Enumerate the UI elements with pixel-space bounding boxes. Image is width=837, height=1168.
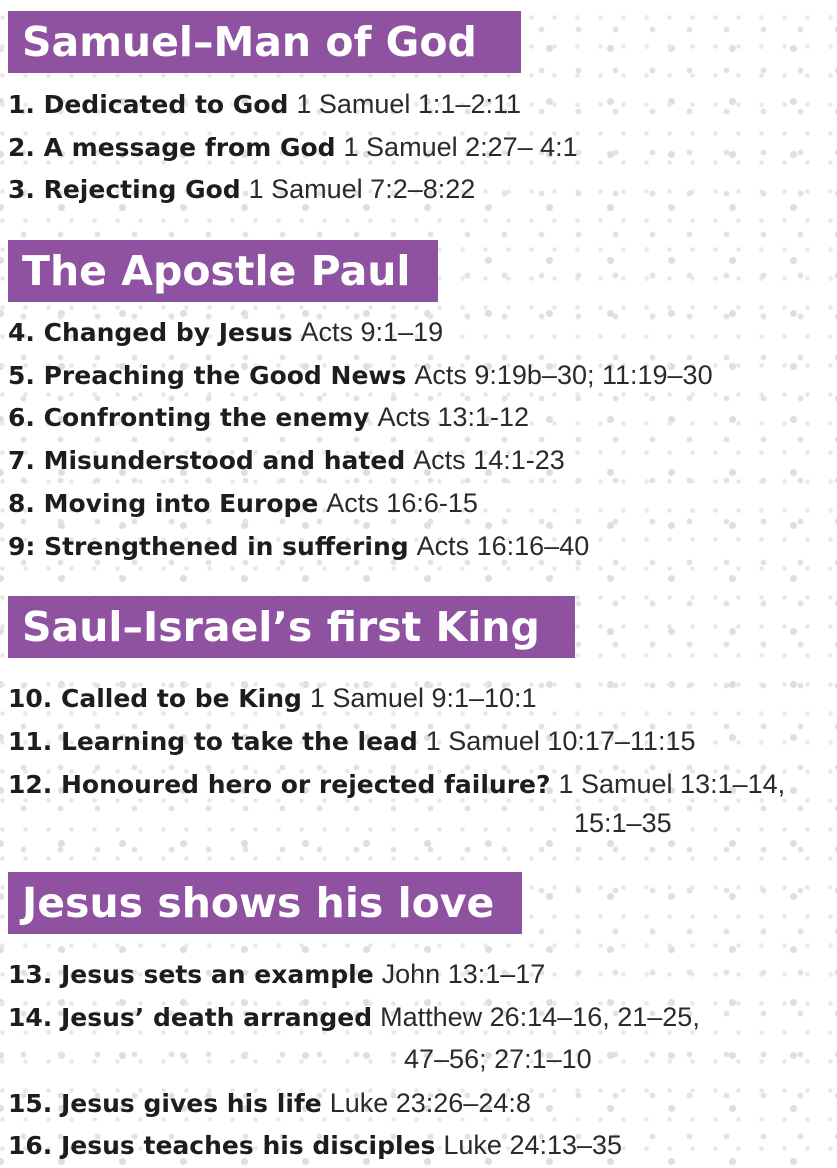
item-title: 1. Dedicated to God xyxy=(8,90,289,119)
item-title: 6. Confronting the enemy xyxy=(8,403,370,432)
item-title: 16. Jesus teaches his disciples xyxy=(8,1131,436,1160)
item-reference: 1 Samuel 13:1–14, xyxy=(558,769,786,799)
item-reference: 1 Samuel 9:1–10:1 xyxy=(309,683,537,713)
list-item xyxy=(8,528,589,565)
list-item xyxy=(8,1127,622,1164)
item-reference: Acts 9:1–19 xyxy=(300,317,444,347)
item-title: 11. Learning to take the lead xyxy=(8,727,418,756)
item-reference: Luke 23:26–24:8 xyxy=(329,1088,531,1118)
list-item xyxy=(8,357,713,394)
item-title: 2. A message from God xyxy=(8,133,336,162)
list-item xyxy=(8,485,478,522)
section-heading-saul: Saul–Israel’s first King xyxy=(8,596,575,658)
list-item xyxy=(8,1085,531,1122)
item-reference: 1 Samuel 7:2–8:22 xyxy=(248,174,476,204)
list-item xyxy=(8,86,521,123)
item-title: 9: Strengthened in suffering xyxy=(8,532,409,561)
item-reference: 1 Samuel 1:1–2:11 xyxy=(296,89,522,119)
item-reference: 1 Samuel 10:17–11:15 xyxy=(425,726,696,756)
item-title: 3. Rejecting God xyxy=(8,175,241,204)
item-title: 5. Preaching the Good News xyxy=(8,361,407,390)
item-title: 14. Jesus’ death arranged xyxy=(8,1003,373,1032)
list-item xyxy=(8,680,537,717)
item-reference: 1 Samuel 2:27– 4:1 xyxy=(343,132,578,162)
item-title: 15. Jesus gives his life xyxy=(8,1089,322,1118)
section-heading-paul: The Apostle Paul xyxy=(8,240,438,302)
section-heading-jesus: Jesus shows his love xyxy=(8,872,522,934)
list-item xyxy=(8,999,700,1036)
item-reference: Acts 16:16–40 xyxy=(416,531,590,561)
item-reference: Matthew 26:14–16, 21–25, xyxy=(380,1002,700,1032)
list-item xyxy=(8,314,443,351)
item-reference: Luke 24:13–35 xyxy=(443,1130,623,1160)
list-item xyxy=(8,171,475,208)
section-heading-samuel: Samuel–Man of God xyxy=(8,11,521,73)
list-item xyxy=(8,442,565,479)
item-title: 8. Moving into Europe xyxy=(8,489,319,518)
list-item xyxy=(8,766,785,803)
item-title: 12. Honoured hero or rejected failure? xyxy=(8,770,551,799)
item-title: 13. Jesus sets an example xyxy=(8,960,374,989)
item-reference: Acts 14:1-23 xyxy=(413,445,565,475)
list-item xyxy=(8,956,545,993)
item-reference: John 13:1–17 xyxy=(381,959,546,989)
item-reference: Acts 9:19b–30; 11:19–30 xyxy=(414,360,713,390)
list-item xyxy=(8,399,529,436)
item-reference: Acts 16:6-15 xyxy=(326,488,478,518)
list-item xyxy=(8,723,695,760)
item-title: 7. Misunderstood and hated xyxy=(8,446,406,475)
item-title: 4. Changed by Jesus xyxy=(8,318,293,347)
item-title: 10. Called to be King xyxy=(8,684,302,713)
item-reference-continuation: 15:1–35 xyxy=(574,808,672,838)
list-item xyxy=(8,129,578,166)
item-reference-continuation: 47–56; 27:1–10 xyxy=(404,1044,592,1074)
item-reference: Acts 13:1-12 xyxy=(377,402,530,432)
